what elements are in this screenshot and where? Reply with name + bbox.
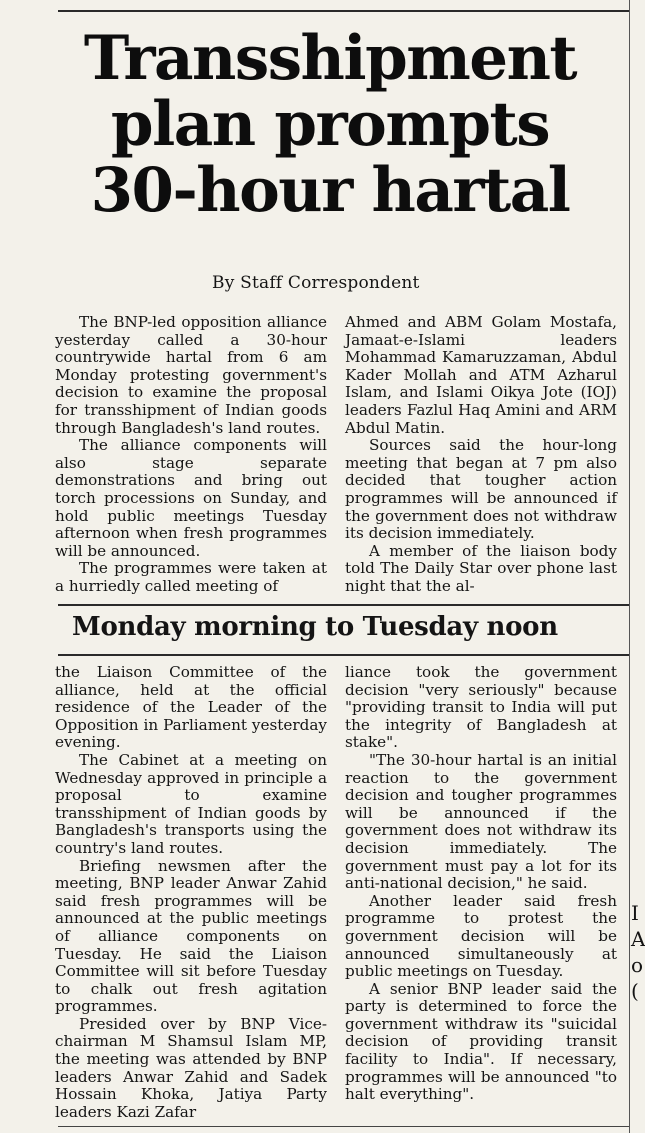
- paragraph: A member of the liaison body told The Daily Star over phone last night that the al-: [345, 541, 617, 595]
- headline-line-2: plan prompts: [110, 88, 550, 160]
- paragraph: Briefing newsmen after the meeting, BNP leader Anwar Zahid said fresh programmes will be announced at the public meetings of alliance components on Tuesday. He said the Liaison Committee will sit before Tuesday to chalk out fresh agitation programmes.: [55, 856, 327, 1016]
- lower-left-column: [55, 664, 327, 1121]
- paragraph: "The 30-hour hartal is an initial reaction to the government decision and tougher programmes will be announced if the government does not withdraw its decision immediately. The government must pay a lot for its anti-national decision," he said.: [345, 750, 617, 893]
- edge-fragment: I: [631, 901, 639, 925]
- headline-line-3: 30-hour hartal: [90, 154, 570, 226]
- adjacent-article-fragment: [631, 900, 643, 1004]
- paragraph: The Cabinet at a meeting on Wednesday approved in principle a proposal to examine transshipment of Indian goods by Bangladesh's transports using the country's land routes.: [55, 750, 327, 857]
- paragraph: The programmes were taken at a hurriedly called meeting of: [55, 559, 327, 595]
- upper-left-column: [55, 314, 327, 596]
- headline: [30, 23, 630, 226]
- edge-fragment: (: [631, 979, 639, 1003]
- paragraph: Another leader said fresh programme to protest the government decision will be announced simultaneously at public meetings on Tuesday.: [345, 891, 617, 981]
- paragraph: Sources said the hour-long meeting that began at 7 pm also decided that tougher action programmes will be announced if the government does not withdraw its decision immediately.: [345, 436, 617, 543]
- paragraph: Ahmed and ABM Golam Mostafa, Jamaat-e-Islami leaders Mohammad Kamaruzzaman, Abdul Kader Mollah and ATM Azharul Islam, and Islami Oikya Jote (IOJ) leaders Fazlul Haq Amini and ARM Abdul Matin.: [345, 313, 617, 437]
- column-divider: [629, 0, 630, 1133]
- bottom-rule: [58, 1126, 630, 1127]
- section-rule-bottom: [58, 654, 630, 656]
- paragraph: liance took the government decision "very seriously" because "providing transit to India will put the integrity of Bangladesh at stake".: [345, 663, 617, 752]
- paragraph: The alliance components will also stage separate demonstrations and bring out torch processions on Sunday, and hold public meetings Tuesday afternoon when fresh programmes will be announced.: [55, 436, 327, 560]
- paragraph: Presided over by BNP Vice-chairman M Shamsul Islam MP, the meeting was attended by BNP leaders Anwar Zahid and Sadek Hossain Khoka, Jatiya Party leaders Kazi Zafar: [55, 1014, 327, 1121]
- byline: By Staff Correspondent: [212, 273, 420, 293]
- paragraph: the Liaison Committee of the alliance, held at the official residence of the Leader of the Opposition in Parliament yesterday evening.: [55, 663, 327, 752]
- lower-right-column: [345, 664, 617, 1104]
- section-head: Monday morning to Tuesday noon: [72, 612, 558, 642]
- paragraph: The BNP-led opposition alliance yesterday called a 30-hour countrywide hartal from 6 am Monday protesting government's decision to examine the proposal for transshipment of Indian goods through Bangladesh's land routes.: [55, 313, 327, 437]
- edge-fragment: A: [631, 927, 645, 951]
- upper-right-column: [345, 314, 617, 596]
- paragraph: A senior BNP leader said the party is determined to force the government withdraw its "suicidal decision of providing transit facility to India". If necessary, programmes will be announced "to halt everything".: [345, 979, 617, 1104]
- edge-fragment: o: [631, 953, 644, 977]
- section-rule-top: [58, 604, 630, 606]
- headline-line-1: Transshipment: [83, 23, 577, 94]
- top-rule: [58, 10, 630, 12]
